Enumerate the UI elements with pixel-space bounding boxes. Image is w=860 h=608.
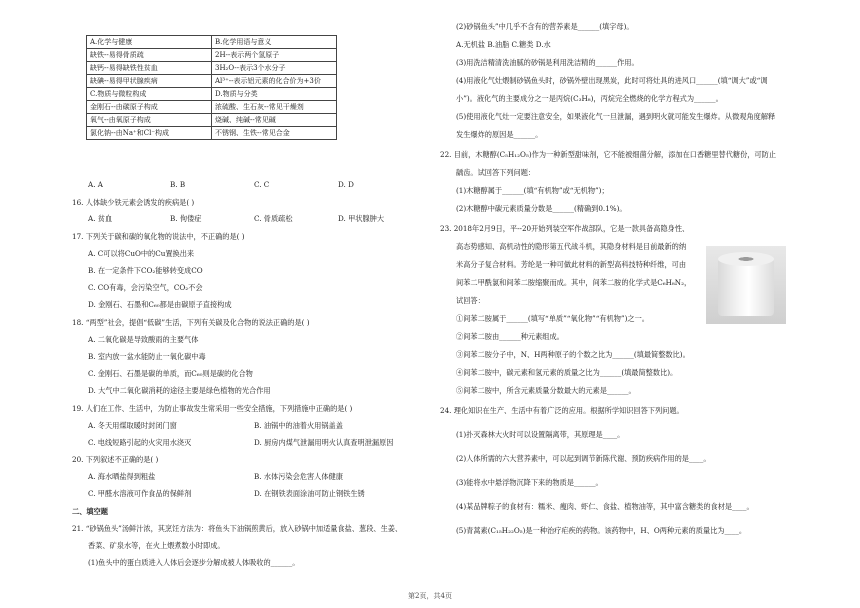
q18-option: A. 二氧化碳是导致酸雨的主要气体: [88, 335, 199, 344]
q24-text: (1)扑灭森林大火时可以设置隔离带，其原理是____。: [456, 430, 625, 439]
table-cell: D.物质与分类: [212, 88, 337, 101]
q23-text: 23. 2018年2月9日，平--20开始列装空军作战部队，它是一款具备高隐身性、: [440, 224, 690, 233]
q16-stem: 16. 人体缺少铁元素会诱发的疾病是( ): [72, 198, 195, 207]
q20-option: C. 甲醛水溶液可作食品的保鲜剂: [88, 489, 192, 498]
q23-text: 间苯二甲酰氯和间苯二胺缩聚而成。其中，间苯二胺的化学式是C₆H₈N₂，: [456, 278, 692, 287]
table-cell: 烧碱、纯碱--常见碱: [212, 114, 337, 127]
q20-option: A. 海水晒盐得到粗盐: [88, 472, 156, 481]
q17-stem: 17. 下列关于碳和碳的氧化物的说法中，不正确的是( ): [72, 232, 245, 241]
q18-stem: 18. “两型”社会，提倡“低碳”生活，下列有关碳及化合物的说法正确的是( ): [72, 318, 310, 327]
table-cell: Al³⁺--表示铝元素的化合价为+3价: [212, 75, 337, 88]
q24-text: (4)某品牌粽子的食材有：糯米、瘦肉、虾仁、食盐、植物油等，其中富含糖类的食材是____。: [456, 502, 754, 511]
q24-text: (5)青蒿素(C₁₅H₂₂O₅)是一种治疗疟疾的药物。该药物中，H、O两种元素的质量比为____。: [456, 526, 747, 535]
q19-stem: 19. 人们在工作、生活中，为防止事故发生常采用一些安全措施，下列措施中正确的是( ): [72, 404, 353, 413]
q21-text: 香菜、矿泉水等，在火上煨煮数小时即成。: [88, 541, 225, 550]
table-row: [87, 127, 337, 140]
options-table: [86, 35, 337, 140]
table-row: [87, 88, 337, 101]
section-title: 二、填空题: [72, 507, 108, 516]
q24-text: 24. 理化知识在生产、生活中有着广泛的应用。根据所学知识回答下列问题。: [440, 406, 684, 415]
table-cell: 不锈钢、生铁--常见合金: [212, 127, 337, 140]
table-row: [87, 49, 337, 62]
q19-option: D. 厨房内煤气泄漏用明火认真查明泄漏原因: [254, 438, 394, 447]
q17-option: D. 金刚石、石墨和C₆₀都是由碳原子直接构成: [88, 300, 232, 309]
q21-text: 21. “砂锅鱼头”汤鲜汁浓，其烹饪方法为：将鱼头下油锅煎黄后，放入砂锅中加适量食盐、葱段、生姜、: [72, 524, 403, 533]
table-row: [87, 101, 337, 114]
table-cell: 缺铁--易得骨质疏: [87, 49, 212, 62]
table-cell: A.化学与健康: [87, 36, 212, 49]
spool-icon: [718, 258, 774, 316]
q18-option: C. 金刚石、石墨是碳的单质，而C₆₀则是碳的化合物: [88, 369, 253, 378]
q16-option: C. 骨质疏松: [254, 214, 293, 223]
q21-text: (4)用液化气灶煨制砂锅鱼头时，砂锅外壁出现黑炭，此时可将灶具的进风口______(填“调大”或“调: [456, 76, 768, 85]
table-cell: 缺碘--易得甲状腺疾病: [87, 75, 212, 88]
table-cell: 2H--表示两个氢原子: [212, 49, 337, 62]
q16-option: B. 佝偻症: [170, 214, 202, 223]
q21-text: 小”)。液化气的主要成分之一是丙烷(C₃H₈)，丙烷完全燃烧的化学方程式为______。: [456, 94, 723, 103]
q21-text: 发生爆炸的原因是______。: [456, 130, 543, 139]
q18-option: B. 室内放一盆水能防止一氧化碳中毒: [88, 352, 206, 361]
option-d: D. D: [338, 180, 354, 189]
q16-option: D. 甲状腺肿大: [338, 214, 385, 223]
q20-option: B. 水体污染会危害人体健康: [254, 472, 343, 481]
q21-text: (1)鱼头中的蛋白质进入人体后会逐步分解成被人体吸收的______。: [88, 558, 300, 567]
q23-text: ①间苯二胺属于______(填写“单质”“氧化物”“有机物”)之一。: [456, 314, 649, 323]
table-cell: 3H₂O--表示3个水分子: [212, 62, 337, 75]
q23-text: ③间苯二胺分子中，N、H两种原子的个数之比为______(填最简整数比)。: [456, 350, 690, 359]
table-cell: 浓硫酸、生石灰--常见干燥剂: [212, 101, 337, 114]
q22-text: 22. 目前，木糖醇(C₅H₁₂O₅)作为一种新型甜味剂，它不能被细菌分解，添加在口香糖里替代糖份，可防止: [440, 150, 777, 159]
q21-text: (2)砂锅鱼头”中几乎不含有的营养素是______(填字母)。: [456, 22, 634, 31]
q22-text: (2)木糖醇中碳元素质量分数是______(精确到0.1%)。: [456, 204, 627, 213]
table-row: [87, 114, 337, 127]
table-row: [87, 75, 337, 88]
table-cell: C.物质与微粒构成: [87, 88, 212, 101]
q24-text: (2)人体所需的六大营养素中，可以起到调节新陈代谢、预防疾病作用的是____。: [456, 454, 711, 463]
table-cell: 氧气--由氧原子构成: [87, 114, 212, 127]
q16-option: A. 贫血: [88, 214, 113, 223]
q22-text: (1)木糖醇属于______(填“有机物”或“无机物”)；: [456, 186, 609, 195]
table-row: [87, 62, 337, 75]
fiber-spool-photo: [706, 246, 786, 324]
option-a: A. A: [88, 180, 103, 189]
page-footer: 第2页，共4页: [408, 592, 452, 600]
q19-option: A. 冬天用煤取暖时封闭门窗: [88, 421, 177, 430]
q17-option: A. C可以将CuO中的Cu置换出来: [88, 249, 195, 258]
table-cell: 金刚石--由碳原子构成: [87, 101, 212, 114]
q21-text: (3)用洗洁精清洗油腻的砂锅是利用洗洁精的______作用。: [456, 58, 639, 67]
q21-text: A.无机盐 B.油脂 C.糖类 D.水: [456, 40, 551, 49]
q23-text: 高态势感知、高机动性的隐形第五代战斗机，其隐身材料是目前最新的纳: [456, 242, 687, 251]
q17-option: B. 在一定条件下CO₂能够转变成CO: [88, 266, 203, 275]
q19-option: B. 油锅中的油着火用锅盖盖: [254, 421, 343, 430]
q23-text: ⑤间苯二胺中，所含元素质量分数最大的元素是______。: [456, 386, 636, 395]
q20-stem: 20. 下列叙述不正确的是( ): [72, 455, 159, 464]
q23-text: 米高分子复合材料。芳纶是一种可做此材料的新型高科技特种纤维，可由: [456, 260, 687, 269]
q23-text: 试回答：: [456, 296, 485, 305]
q20-option: D. 在钢铁表面涂油可防止钢铁生锈: [254, 489, 365, 498]
q17-option: C. CO有毒，会污染空气，CO₂不会: [88, 283, 203, 292]
q21-text: (5)使用液化气灶一定要注意安全，如果液化气一旦泄漏，遇到明火就可能发生爆炸。从微观角度解释: [456, 112, 776, 121]
table-cell: 缺钙--易得缺铁性贫血: [87, 62, 212, 75]
table-row: [87, 36, 337, 49]
table-cell: 氯化钠--由Na⁺和Cl⁻构成: [87, 127, 212, 140]
table-cell: B.化学用语与意义: [212, 36, 337, 49]
option-c: C. C: [254, 180, 270, 189]
q23-text: ④间苯二胺中，碳元素和氢元素的质量之比为______(填最简整数比)。: [456, 368, 678, 377]
q23-text: ②间苯二胺由______种元素组成。: [456, 332, 564, 341]
q18-option: D. 大气中二氧化碳消耗的途径主要是绿色植物的光合作用: [88, 386, 271, 395]
option-b: B. B: [170, 180, 186, 189]
q19-option: C. 电线短路引起的火灾用水浇灭: [88, 438, 192, 447]
q24-text: (3)能将水中悬浮物沉降下来的物质是______。: [456, 478, 603, 487]
q22-text: 龋齿。试回答下列问题：: [456, 168, 536, 177]
